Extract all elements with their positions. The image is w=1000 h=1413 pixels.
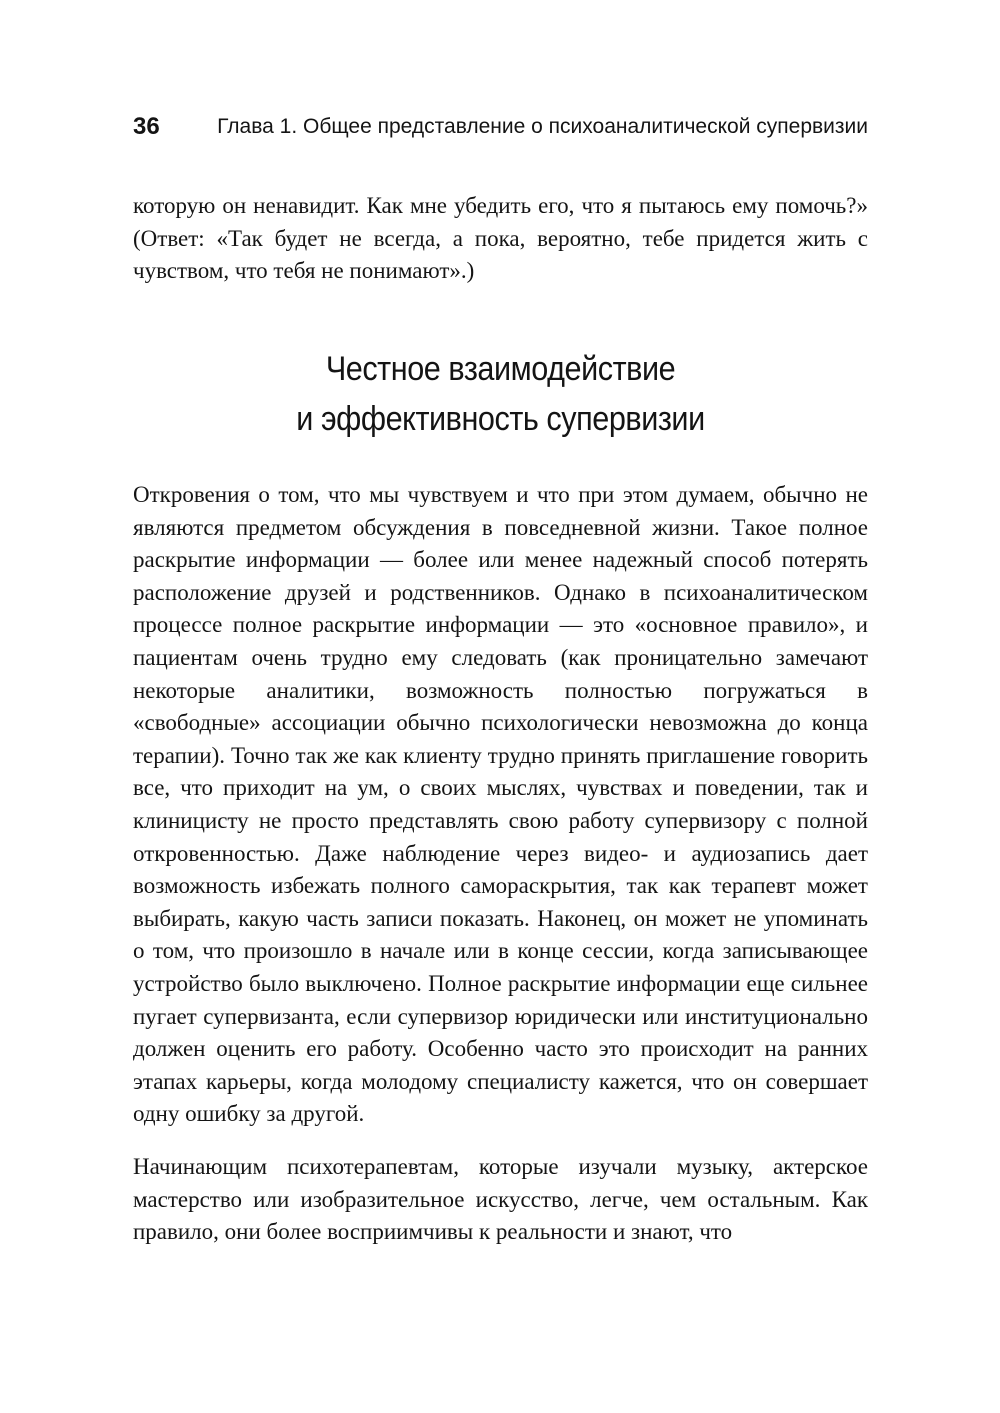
running-header (133, 110, 868, 144)
chapter-title: Глава 1. Общее представление о психоаналитической супервизии (217, 115, 868, 138)
continued-paragraph: которую он ненавидит. Как мне убедить его, что я пытаюсь ему помочь?» (Ответ: «Так будет не всегда, а пока, вероятно, тебе придется жить с чувством, что тебя не понимают».) (133, 193, 868, 284)
page-number: 36 (133, 113, 160, 140)
last-paragraph: Начинающим психотерапевтам, которые изучали музыку, актерское мастерство или изобразительное искусство, легче, чем остальным. Как правило, они более восприимчивы к реальности и знают, что (133, 1154, 868, 1245)
section-heading-line-2: и эффективность супервизии (296, 400, 705, 438)
main-paragraph: Откровения о том, что мы чувствуем и что при этом думаем, обычно не являются предметом обсуждения в повседневной жизни. Такое полное раскрытие информации — более или менее надежный способ потерять расположение друзей и родственников. Однако в психоаналитическом процессе полное раскрытие информации — это «основное правило», и пациентам очень трудно ему следовать (как проницательно замечают некоторые аналитики, возможность полностью погружаться в «свободные» ассоциации обычно психологически невозможна до конца терапии). Точно так же как клиенту трудно принять приглашение говорить все, что приходит на ум, о своих мыслях, чувствах и поведении, так и клиницисту не просто представлять свою работу супервизору с полной откровенностью. Даже наблюдение через видео- и аудиозапись дает возможность избежать полного самораскрытия, так как терапевт может выбирать, какую часть записи показать. Наконец, он может не упоминать о том, что произошло в начале или в конце сессии, когда записывающее устройство было выключено. Полное раскрытие информации еще сильнее пугает супервизанта, если супервизор юридически или институционально должен оценить его работу. Особенно часто это происходит на ранних этапах карьеры, когда молодому специалисту кажется, что он совершает одну ошибку за другой. (133, 482, 868, 1127)
section-heading-line-1: Честное взаимодействие (325, 350, 676, 388)
section-heading (170, 344, 832, 444)
